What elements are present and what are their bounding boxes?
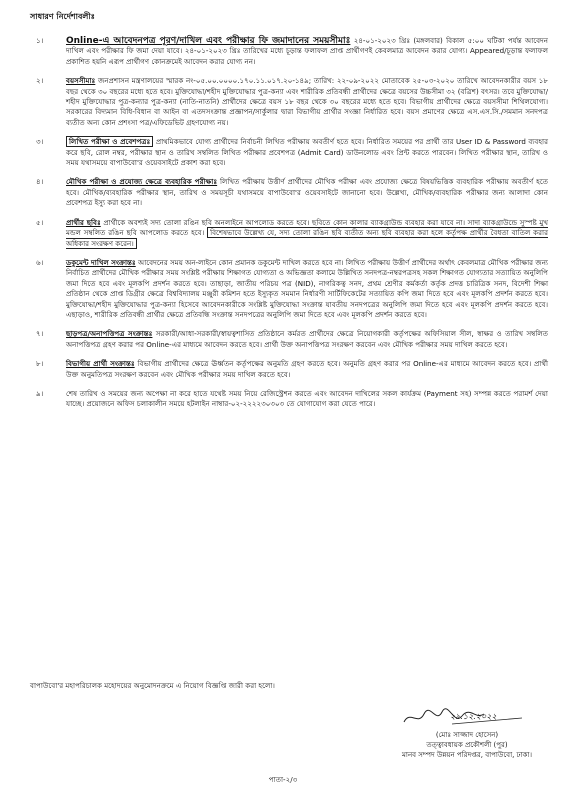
item-body [66,218,548,249]
item-text: লিখিত পরীক্ষায় উত্তীর্ণ প্রার্থীদের মৌখিক পরীক্ষা এবং প্রযোজ্য ক্ষেত্রে বিষয়ভিত্তিক ব্যবহারিক পরীক্ষায় অবতীর্ণ হতে হবে। মৌখিক/ব্যবহারিক পরীক্ষার স্থান, তারিখ ও সময়সূচী যথাসময়ে বাপাউবো'র ওয়েবসাইটে জানানো হবে। উল্লেখ্য, মৌখিক/ব্যবহারিক পরীক্ষার জন্য আলাদা কোন প্রবেশপত্র ইস্যু করা হবে না। [66,177,548,208]
instruction-item [30,137,548,168]
item-text: বিভাগীয় প্রার্থীদের ক্ষেত্রে ঊর্ধ্বতন কর্তৃপক্ষের অনুমতি গ্রহণ করতে হবে। অনুমতি গ্রহণ করার পর Online-এর মাধ্যমে আবেদন করতে হবে। প্রার্থী উক্ত অনুমতিপত্র সংরক্ষণ করবেন এবং মৌখিক পরীক্ষার সময় দাখিল করতে হবে। [66,359,548,379]
item-body [66,359,548,380]
item-text: শেষ তারিখ ও সময়ের জন্য অপেক্ষা না করে হাতে যথেষ্ট সময় নিয়ে রেজিস্ট্রেশন করতে এবং আবেদন দাখিলের সকল কার্যক্রম (Payment সহ) সম্পন্ন করতে পরামর্শ দেয়া যাচ্ছে। প্রয়োজনে অফিস চলাকালীন সময়ে হটলাইন নাম্বার-০২-২২২২৩০৩০৩ তে যোগাযোগ করা যেতে পারে। [66,388,548,409]
item-title: ছাড়পত্র/অনাপত্তিপত্র সংক্রান্তঃ [66,329,153,339]
section-heading: সাধারণ নির্দেশাবলীঃ [30,12,95,21]
item-title: বিভাগীয় প্রার্থী সংক্রান্তঃ [66,359,135,369]
item-text: ২৪-০১-২০২৩ খ্রিঃ (মঙ্গলবার) বিকাল ৫:০০ ঘটিকা পর্যন্ত আবেদন দাখিল এবং পরীক্ষার ফি জমা দেয়া যাবে। ২৪-০১-২০২৩ খ্রিঃ তারিখের মধ্যে চূড়ান্ত ফলাফল প্রাপ্ত প্রার্থীগণই কেবলমাত্র আবেদন করার যোগ্য। Appeared/চূড়ান্ত ফলাফল প্রকাশিত হয়নি এরূপ প্রার্থীগণ কোনক্রমেই আবেদন করার যোগ্য নন। [66,36,548,66]
instruction-item [30,389,548,410]
instruction-item [30,359,548,380]
item-title: Online-এ আবেদনপত্র পূরণ/দাখিল এবং পরীক্ষার ফি জমাদানের সময়সীমাঃ [66,36,351,46]
item-title: লিখিত পরীক্ষা ও প্রবেশপত্রঃ [66,136,153,147]
item-title: প্রার্থীর ছবিঃ [66,217,101,227]
item-body [66,177,548,208]
item-number: ১। [36,36,44,45]
instruction-item [30,36,548,67]
signatory-name: (মোঃ সাজ্জাদ হোসেন) [435,731,499,739]
item-text: আবেদনের সময় অন-লাইনে কোন প্রমানক ডকুমেন্ট দাখিল করতে হবে না। লিখিত পরীক্ষায় উত্তীর্ণ প্রার্থীদের অর্থাৎ কেবলমাত্র মৌখিক পরীক্ষার জন্য নির্বাচিত প্রার্থীদের মৌখিক পরীক্ষার সময় সংশ্লিষ্ট পরীক্ষায় শিক্ষাগত যোগ্যতা ও অভিজ্ঞতা কলামে উল্লিখিত সনদপত্র-নম্বরপত্রসহ সকল শিক্ষাগত যোগ্যতার সত্যায়িত অনুলিপি জমা দিতে হবে এবং মূলকপি প্রদর্শন করতে হবে। তাছাড়া, জাতীয় পরিচয় পত্র (NID), নাগরিকত্ব সনদ, প্রথম শ্রেণীর কর্মকর্তা কর্তৃক প্রদত্ত চারিত্রিক সনদ, বিদেশী শিক্ষা প্রতিষ্ঠান থেকে প্রাপ্ত ডিগ্রীর ক্ষেত্রে বিশ্ববিদ্যালয় মঞ্জুরী কমিশন হতে ইস্যুকৃত সমমান নির্ধারণী সার্টিফিকেটের সত্যায়িত কপি জমা দিতে হবে এবং মূলকপি প্রদর্শন করতে হবে। মুক্তিযোদ্ধা/শহীদ মুক্তিযোদ্ধার পুত্র-কন্যা হিসেবে আবেদনকারীকে সংশ্লিষ্ট মুক্তিযোদ্ধা সংক্রান্ত যাবতীয় সনদপত্রের অনুলিপি জমা দিতে হবে এবং মূলকপি প্রদর্শন করতে হবে। এছাড়াও, শারীরিক প্রতিবন্ধী প্রার্থীর ক্ষেত্রে প্রতিবন্ধি সংক্রান্ত সনদপত্রের অনুলিপি জমা দিতে হবে এবং মূলকপি প্রদর্শন করতে হবে। [66,257,548,319]
instruction-item [30,177,548,208]
item-number: ৮। [36,359,44,369]
item-number: ২। [36,76,44,86]
instruction-item [30,258,548,320]
item-body [66,329,548,350]
item-text: প্রাথমিকভাবে যোগ্য প্রার্থীদের নির্বাচনী লিখিত পরীক্ষায় অবতীর্ণ হতে হবে। নির্ধারিত সময়ের পর প্রার্থী তার User ID & Password ব্যবহার করে ছবি, রোল নম্বর, পরীক্ষার স্থান ও তারিখ সম্বলিত লিখিত পরীক্ষার প্রবেশপত্র (Admit Card) ডাউনলোড এবং প্রিন্ট করতে পারবেন। লিখিত পরীক্ষার স্থান, তারিখ ও সময় যথাসময়ে বাপাউবো'র ওয়েবসাইটে প্রকাশ করা হবে। [66,137,549,168]
item-title: ডকুমেন্ট দাখিল সংক্রান্তঃ [66,257,136,267]
closing-statement: বাপাউবো'র মহাপরিচালক মহোদয়ের অনুমোদনক্রমে এ নিয়োগ বিজ্ঞপ্তি জারী করা হলো। [30,681,275,690]
signature-date: ২৯.১২.২০২২ [450,712,497,721]
instruction-list [30,36,548,419]
item-title: মৌখিক পরীক্ষা ও প্রযোজ্য ক্ষেত্রে ব্যবহারিক পরীক্ষাঃ [66,177,218,187]
item-body [66,137,548,168]
item-number: ৪। [36,177,44,187]
item-number: ৩। [36,137,44,147]
item-number: ৯। [36,388,44,398]
page-number: পাতা-২/৩ [268,775,298,784]
item-number: ৫। [36,217,44,227]
signatory-office: মানব সম্পদ উন্নয়ন পরিদপ্তর, বাপাউবো, ঢাকা। [402,751,532,759]
item-highlight-note: বিশেষভাবে উল্লেখ্য যে, সদ্য তোলা রঙিন ছবি ব্যতীত অন্য ছবি ব্যবহার করা হলে কর্তৃপক্ষ প্রার্থীর বৈধতা বাতিল করার অধিকার সংরক্ষণ করেন। [66,228,548,248]
signature-block [392,706,542,760]
item-text: জনপ্রশাসন মন্ত্রণালয়ের স্মারক নং-০৫.০০.০০০০.১৭০.১১.০১৭.২০-১৪৯; তারিখ: ২২-০৯-২০২২ মোতাবেক ২৫-০৩-২০২০ তারিখে আবেদনকারীর বয়স ১৮ বছর থেকে ৩০ বছরের মধ্যে হতে হবে। মুক্তিযোদ্ধা/শহীদ মুক্তিযোদ্ধার পুত্র-কন্যা এবং শারীরিক প্রতিবন্ধী প্রার্থীদের ক্ষেত্রে বয়সের উচ্চসীমা ৩২ (বত্রিশ) বৎসর। তবে মুক্তিযোদ্ধা/শহীদ মুক্তিযোদ্ধার পুত্র-কন্যার পুত্র-কন্যা (নাতি-নাতনি) প্রার্থীদের ক্ষেত্রে বয়স ১৮ বছর থেকে ৩০ বছরের মধ্যে হতে হবে। বিভাগীয় প্রার্থীদের ক্ষেত্রে বয়সসীমা শিথিলযোগ্য। সরকারের বিদ্যমান বিধি-বিধান বা আইন বা এতদসংক্রান্ত প্রজ্ঞাপন/সার্কুলার দ্বারা বিভাগীয় প্রার্থীর সংজ্ঞা নির্ধারিত হবে। বয়স প্রমাণের ক্ষেত্রে এস.এস.সি./সমমান সনদপত্র ব্যতীত অন্য কোন প্রশংসা পত্র/এফিডেভিট গ্রহণযোগ্য নয়। [66,76,548,127]
instruction-item [30,218,548,249]
item-title: বয়সসীমাঃ [66,76,96,86]
item-number: ৭। [36,329,44,339]
item-body [66,36,548,67]
instruction-item [30,76,548,128]
item-text: প্রার্থীকে অবশ্যই সদ্য তোলা রঙিন ছবি অনলাইনে আপলোড করতে হবে। ছবিতে কোন কালার ব্যাকগ্রাউন্ড ব্যবহার করা যাবে না। সাদা ব্যাকগ্রাউন্ডে সুস্পষ্ট মুখ মন্ডল সম্বলিত রঙিন ছবি আপলোড করতে হবে। [66,217,549,238]
signatory-designation: তত্ত্বাবধায়ক প্রকৌশলী (পুর) [426,741,508,749]
item-body [66,389,548,410]
item-number: ৬। [36,257,44,267]
item-text: সরকারী/আধা-সরকারী/স্বায়ত্বশাসিত প্রতিষ্ঠানে কর্মরত প্রার্থীদের ক্ষেত্রে নিয়োগকারী কর্তৃপক্ষের অফিসিয়াল সীল, স্বাক্ষর ও তারিখ সম্বলিত অনাপত্তিপত্র গ্রহণ করার পর Online-এর মাধ্যমে আবেদন করতে হবে। প্রার্থী উক্ত অনাপত্তিপত্র সংরক্ষণ করবেন এবং মৌখিক পরীক্ষার সময় দাখিল করতে হবে। [66,329,548,349]
instruction-item [30,329,548,350]
item-body [66,76,548,128]
item-body [66,258,548,320]
